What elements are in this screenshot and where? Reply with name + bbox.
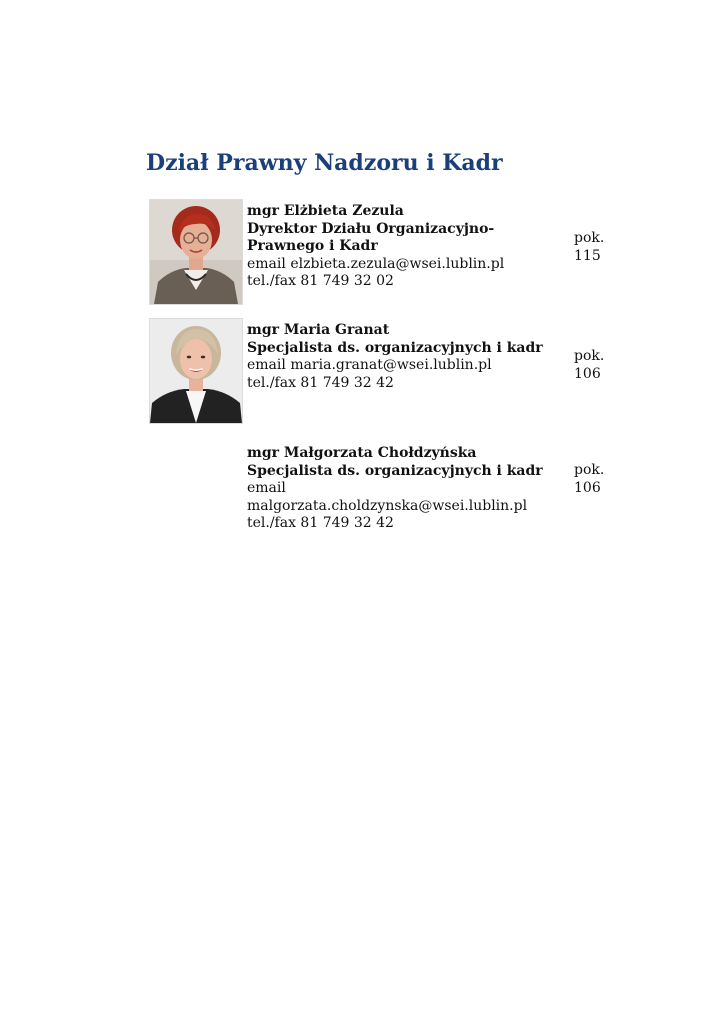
room-label: pok. — [574, 348, 605, 364]
staff-room — [574, 230, 614, 265]
staff-role: Specjalista ds. organizacyjnych i kadr — [247, 462, 543, 479]
staff-photo — [150, 200, 242, 304]
staff-info — [247, 322, 567, 392]
staff-email: email malgorzata.choldzynska@wsei.lublin.pl — [247, 480, 528, 514]
staff-entry — [150, 444, 610, 531]
page-title: Dział Prawny Nadzoru i Kadr — [146, 150, 503, 176]
staff-email: email elzbieta.zezula@wsei.lublin.pl — [247, 255, 505, 272]
room-number: 106 — [574, 365, 601, 382]
staff-room — [574, 348, 614, 383]
staff-entry — [150, 319, 610, 423]
staff-name: mgr Elżbieta Zezula — [247, 203, 404, 219]
staff-role: Specjalista ds. organizacyjnych i kadr — [247, 339, 543, 356]
staff-phone: tel./fax 81 749 32 02 — [247, 273, 394, 289]
room-number: 106 — [574, 479, 601, 496]
staff-room — [574, 462, 614, 497]
staff-name: mgr Małgorzata Chołdzyńska — [247, 445, 477, 461]
staff-entry — [150, 200, 610, 304]
staff-role: Dyrektor Działu Organizacyjno-Prawnego i Kadr — [247, 220, 495, 254]
staff-phone: tel./fax 81 749 32 42 — [247, 515, 394, 531]
staff-name: mgr Maria Granat — [247, 322, 390, 338]
staff-email: email maria.granat@wsei.lublin.pl — [247, 357, 492, 373]
staff-info — [247, 203, 567, 291]
staff-info — [247, 445, 567, 533]
room-label: pok. — [574, 230, 605, 246]
room-label: pok. — [574, 462, 605, 478]
staff-phone: tel./fax 81 749 32 42 — [247, 374, 394, 391]
room-number: 115 — [574, 247, 601, 264]
staff-photo — [150, 319, 242, 423]
